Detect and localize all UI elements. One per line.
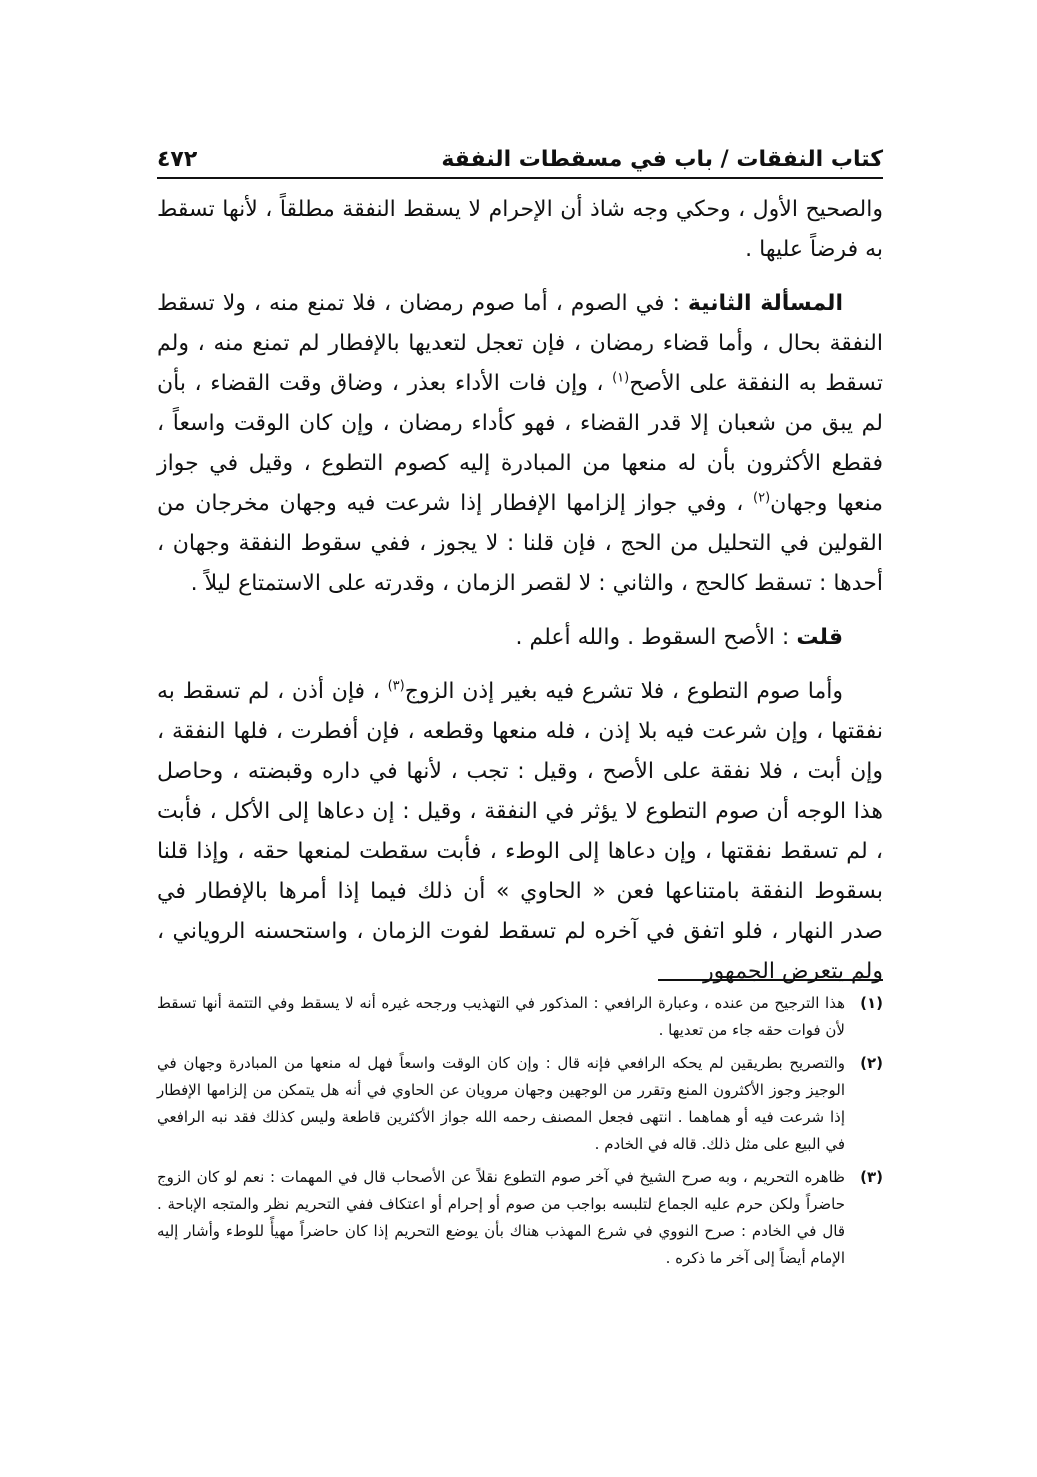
paragraph-4-text-b: ، فإن أذن ، لم تسقط به نفقتها ، وإن شرعت فيه بلا إذن ، فله منعها وقطعه ، فإن أفطرت ، فلها النفقة ، وإن أبت ، فلا نفقة على الأصح ، وقيل : تجب ، لأنها في داره وقبضته ، وحاصل هذا الوجه أن صوم التطوع لا يؤثر في النفقة ، وقيل : إن دعاها إلى الأكل ، فأبت ، لم تسقط نفقتها ، وإن دعاها إلى الوطء ، فأبت سقطت لمنعها حقه ، وإذا قلنا بسقوط النفقة بامتناعها فعن « الحاوي » أن ذلك فيما إذا أمرها بالإفطار في صدر النهار ، فلو اتفق في آخره لم تسقط لفوت الزمان ، واستحسنه الروياني ، ولم يتعرض الجمهور <box>157 679 883 984</box>
footnote-text: ظاهره التحريم ، وبه صرح الشيخ في آخر صوم التطوع نقلاً عن الأصحاب قال في المهمات : نعم لو كان الزوج حاضراً ولكن حرم عليه الجماع لتلبسه بواجب من صوم أو إحرام أو اعتكاف ففي التحريم نظر والمتجه الإباحة . قال في الخادم : صرح النووي في شرع المهذب هناك بأن يوضع التحريم إذا كان حاضراً مهيأً للوطء وأشار إليه الإمام أيضاً إلى آخر ما ذكره . <box>157 1168 845 1267</box>
paragraph-2-text-b: ، وإن فات الأداء بعذر ، وضاق وقت القضاء ، بأن لم يبق من شعبان إلا قدر القضاء ، فهو كأداء رمضان ، وإن كان الوقت واسعاً ، فقطع الأكثرون بأن له منعها من المبادرة إليه كصوم التطوع ، وقيل في جواز منعها وجهان <box>157 371 883 516</box>
section-heading-second-issue: المسألة الثانية <box>687 291 843 316</box>
running-title: كتاب النفقات / باب في مسقطات النفقة <box>441 147 883 172</box>
footnote-text: هذا الترجيح من عنده ، وعبارة الرافعي : المذكور في التهذيب ورجحه غيره أنه لا يسقط وفي التتمة أنها تسقط لأن فوات حقه جاء من تعديها . <box>157 994 845 1039</box>
footnote-ref-1[interactable]: (١) <box>612 370 630 386</box>
header-rule <box>157 177 883 179</box>
qultu-label: قلت <box>796 625 843 650</box>
footnotes <box>157 990 883 1278</box>
paragraph-2-text-a: : في الصوم ، أما صوم رمضان ، فلا تمنع منه ، ولا تسقط النفقة بحال ، وأما قضاء رمضان ، فإن تعجل لتعديها بالإفطار لم تمنع منه ، ولم تسقط به النفقة على الأصح <box>157 291 883 396</box>
footnote-number: (٣) <box>860 1168 883 1186</box>
paragraph-4-text-a: وأما صوم التطوع ، فلا تشرع فيه بغير إذن الزوج <box>404 679 844 704</box>
footnote-ref-2[interactable]: (٢) <box>753 490 771 506</box>
paragraph-4 <box>157 672 883 992</box>
footnote-separator <box>658 979 883 981</box>
footnote-1 <box>157 990 883 1044</box>
footnote-2 <box>157 1050 883 1158</box>
paragraph-1 <box>157 190 883 270</box>
footnote-number: (٢) <box>860 1054 883 1072</box>
page-number: ٤٧٢ <box>157 147 198 172</box>
paragraph-1-text: والصحيح الأول ، وحكي وجه شاذ أن الإحرام لا يسقط النفقة مطلقاً ، لأنها تسقط به فرضاً عليها . <box>157 197 883 262</box>
paragraph-2 <box>157 284 883 604</box>
footnote-number: (١) <box>860 994 883 1012</box>
running-header <box>157 132 883 172</box>
main-text <box>157 190 883 1006</box>
footnote-3 <box>157 1164 883 1272</box>
paragraph-3 <box>157 618 883 658</box>
paragraph-2-text-c: ، وفي جواز إلزامها الإفطار إذا شرعت فيه وجهان مخرجان من القولين في التحليل من الحج ، فإن قلنا : لا يجوز ، ففي سقوط النفقة وجهان ، أحدها : تسقط كالحج ، والثاني : لا لقصر الزمان ، وقدرته على الاستمتاع ليلاً . <box>157 491 883 596</box>
footnote-text: والتصريح بطريقين لم يحكه الرافعي فإنه قال : وإن كان الوقت واسعاً فهل له منعها من المبادرة وجهان في الوجيز وجوز الأكثرون المنع وتقرر من الوجهين وجهان مرويان عن الحاوي في أنه هل يتمكن من إلزامها الإفطار إذا شرعت فيه أو هماهما . انتهى فجعل المصنف رحمه الله جواز الأكثرين قاطعة وليس كذلك فقد نبه الرافعي في البيع على مثل ذلك. قاله في الخادم . <box>157 1054 845 1153</box>
paragraph-3-text: : الأصح السقوط . والله أعلم . <box>515 625 797 650</box>
footnote-ref-3[interactable]: (٣) <box>387 678 405 694</box>
